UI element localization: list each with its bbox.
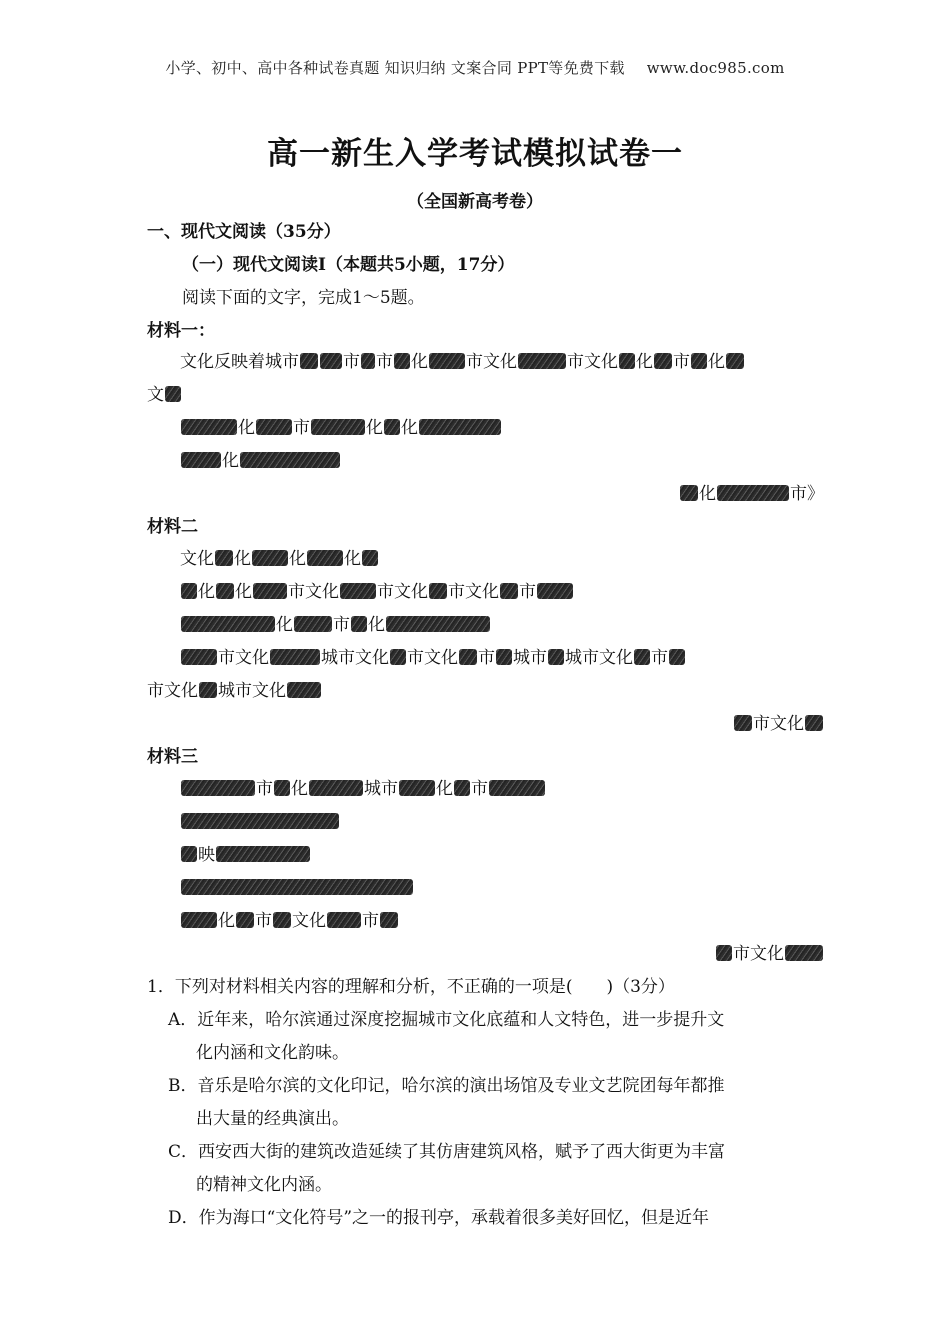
redaction-blot xyxy=(518,353,566,369)
option-d-label: D． xyxy=(168,1208,199,1228)
redaction-blot xyxy=(300,353,318,369)
redaction-blot xyxy=(256,419,292,435)
option-c-label: C． xyxy=(168,1142,199,1162)
m1-l1-t5: 市文化 xyxy=(567,352,618,372)
m1-l1-t4: 市文化 xyxy=(466,352,517,372)
m3-l1-t4: 市 xyxy=(471,779,488,799)
section-heading: 一、现代文阅读（35分） xyxy=(147,222,341,242)
m2-l1-t0: 文化 xyxy=(180,549,214,569)
redaction-blot xyxy=(270,649,320,665)
redaction-blot xyxy=(236,912,254,928)
redaction-blot xyxy=(362,550,378,566)
redaction-blot xyxy=(274,780,290,796)
m1-l3-t1: 市 xyxy=(293,418,310,438)
redaction-blot xyxy=(181,583,197,599)
redaction-blot xyxy=(181,649,217,665)
m1-l3-t2: 化 xyxy=(366,418,383,438)
m2-l5-t1: 城市文化 xyxy=(218,681,286,701)
redaction-blot xyxy=(716,945,732,961)
option-c-cont: 的精神文化内涵。 xyxy=(196,1175,332,1195)
m2-l4-t6: 市 xyxy=(651,648,668,668)
redaction-blot xyxy=(537,583,573,599)
redaction-blot xyxy=(500,583,518,599)
material3-line1 xyxy=(180,777,546,801)
m1-l4-t0: 化 xyxy=(222,451,239,471)
m2-l4-t0: 市文化 xyxy=(218,648,269,668)
m3-l5-t2: 文化 xyxy=(292,911,326,931)
m3-l5-t0: 化 xyxy=(218,911,235,931)
material3-line3 xyxy=(180,843,311,867)
material3-line5 xyxy=(180,909,399,933)
material2-line1 xyxy=(180,547,379,571)
redaction-blot xyxy=(361,353,375,369)
m2-l4-t4: 城市 xyxy=(513,648,547,668)
material1-line2 xyxy=(147,383,182,407)
redaction-blot xyxy=(691,353,707,369)
m2-l5-t0: 市文化 xyxy=(147,681,198,701)
m2-l1-t3: 化 xyxy=(344,549,361,569)
option-a-label: A． xyxy=(168,1010,198,1030)
m2-l3-t2: 化 xyxy=(368,615,385,635)
option-a xyxy=(168,1008,724,1032)
redaction-blot xyxy=(429,583,447,599)
redaction-blot xyxy=(680,485,698,501)
material2-label: 材料二 xyxy=(147,517,198,537)
redaction-blot xyxy=(634,649,650,665)
banner-url[interactable]: www.doc985.com xyxy=(646,59,785,77)
m3-l3-t0: 映 xyxy=(198,845,215,865)
redaction-blot xyxy=(496,649,512,665)
redaction-blot xyxy=(386,616,490,632)
redaction-blot xyxy=(327,912,361,928)
redaction-blot xyxy=(399,780,435,796)
m2-l2-t3: 市文化 xyxy=(377,582,428,602)
redaction-blot xyxy=(805,715,823,731)
redaction-blot xyxy=(384,419,400,435)
option-b-cont: 出大量的经典演出。 xyxy=(196,1109,349,1129)
m2-l2-t4: 市文化 xyxy=(448,582,499,602)
redaction-blot xyxy=(619,353,635,369)
redaction-blot xyxy=(181,419,237,435)
redaction-blot xyxy=(717,485,789,501)
material3-line4 xyxy=(180,876,414,900)
option-a-cont: 化内涵和文化韵味。 xyxy=(196,1043,349,1063)
redaction-blot xyxy=(726,353,744,369)
redaction-blot xyxy=(320,353,342,369)
material2-line2 xyxy=(180,580,574,604)
redaction-blot xyxy=(165,386,181,402)
m3-l1-t0: 市 xyxy=(256,779,273,799)
material1-label: 材料一： xyxy=(147,321,215,341)
material3-line2 xyxy=(180,810,340,834)
material1-line4 xyxy=(180,449,341,473)
option-a-line1: 近年来，哈尔滨通过深度挖掘城市文化底蕴和人文特色，进一步提升文 xyxy=(197,1010,725,1030)
material2-line4 xyxy=(180,646,686,670)
m1-l1-t8: 化 xyxy=(708,352,725,372)
option-c xyxy=(168,1140,725,1164)
m3-l1-t2: 城市 xyxy=(364,779,398,799)
m2-l4-t2: 市文化 xyxy=(407,648,458,668)
m1-l1-t3: 化 xyxy=(411,352,428,372)
redaction-blot xyxy=(181,616,275,632)
m1-l1-t6: 化 xyxy=(636,352,653,372)
redaction-blot xyxy=(181,813,339,829)
m1-l3-t0: 化 xyxy=(238,418,255,438)
m3-src-t0: 市文化 xyxy=(733,944,784,964)
page-title: 高一新生入学考试模拟试卷一 xyxy=(267,136,683,172)
m1-l2-t0: 文 xyxy=(147,385,164,405)
option-b-line1: 音乐是哈尔滨的文化印记，哈尔滨的演出场馆及专业文艺院团每年都推 xyxy=(197,1076,725,1096)
redaction-blot xyxy=(253,583,287,599)
m2-l4-t1: 城市文化 xyxy=(321,648,389,668)
redaction-blot xyxy=(429,353,465,369)
sub-section-heading: （一）现代文阅读Ⅰ（本题共5小题，17分） xyxy=(182,255,515,275)
redaction-blot xyxy=(454,780,470,796)
m2-l1-t2: 化 xyxy=(289,549,306,569)
option-d-line1: 作为海口“文化符号”之一的报刊亭，承载着很多美好回忆，但是近年 xyxy=(198,1208,710,1228)
m1-l3-t3: 化 xyxy=(401,418,418,438)
m3-l5-t1: 市 xyxy=(255,911,272,931)
m2-l3-t1: 市 xyxy=(333,615,350,635)
m1-src-t1: 市》 xyxy=(790,484,824,504)
m1-l1-t0: 文化反映着城市 xyxy=(180,352,299,372)
m1-l1-t7: 市 xyxy=(673,352,690,372)
redaction-blot xyxy=(489,780,545,796)
question1-stem: 1．下列对材料相关内容的理解和分析，不正确的一项是( )（3分） xyxy=(147,977,675,997)
redaction-blot xyxy=(548,649,564,665)
option-d xyxy=(168,1206,709,1230)
redaction-blot xyxy=(351,616,367,632)
redaction-blot xyxy=(785,945,823,961)
m2-l1-t1: 化 xyxy=(234,549,251,569)
material2-source xyxy=(733,712,824,736)
m2-l4-t3: 市 xyxy=(478,648,495,668)
redaction-blot xyxy=(181,780,255,796)
material2-line5 xyxy=(147,679,322,703)
redaction-blot xyxy=(199,682,217,698)
material3-source xyxy=(715,942,824,966)
option-b-label: B． xyxy=(168,1076,198,1096)
redaction-blot xyxy=(309,780,363,796)
material1-source xyxy=(679,482,824,506)
m2-l2-t1: 化 xyxy=(235,582,252,602)
redaction-blot xyxy=(181,846,197,862)
m2-l2-t5: 市 xyxy=(519,582,536,602)
redaction-blot xyxy=(654,353,672,369)
redaction-blot xyxy=(307,550,343,566)
m2-l4-t5: 城市文化 xyxy=(565,648,633,668)
m2-src-t0: 市文化 xyxy=(753,714,804,734)
redaction-blot xyxy=(311,419,365,435)
reading-instruction: 阅读下面的文字，完成1～5题。 xyxy=(182,288,425,308)
option-c-line1: 西安西大街的建筑改造延续了其仿唐建筑风格，赋予了西大街更为丰富 xyxy=(198,1142,726,1162)
redaction-blot xyxy=(459,649,477,665)
m2-l3-t0: 化 xyxy=(276,615,293,635)
header-banner xyxy=(0,57,950,78)
material3-label: 材料三 xyxy=(147,747,198,767)
redaction-blot xyxy=(240,452,340,468)
redaction-blot xyxy=(380,912,398,928)
m3-l5-t3: 市 xyxy=(362,911,379,931)
redaction-blot xyxy=(216,846,310,862)
redaction-blot xyxy=(419,419,501,435)
redaction-blot xyxy=(181,452,221,468)
redaction-blot xyxy=(390,649,406,665)
material2-line3 xyxy=(180,613,491,637)
redaction-blot xyxy=(252,550,288,566)
m3-l1-t1: 化 xyxy=(291,779,308,799)
material1-line1 xyxy=(180,350,745,374)
m2-l2-t2: 市文化 xyxy=(288,582,339,602)
redaction-blot xyxy=(394,353,410,369)
m1-l1-t1: 市 xyxy=(343,352,360,372)
m2-l2-t0: 化 xyxy=(198,582,215,602)
redaction-blot xyxy=(181,912,217,928)
redaction-blot xyxy=(181,879,413,895)
page-subtitle: （全国新高考卷） xyxy=(407,192,543,212)
redaction-blot xyxy=(294,616,332,632)
option-b xyxy=(168,1074,725,1098)
redaction-blot xyxy=(734,715,752,731)
redaction-blot xyxy=(215,550,233,566)
redaction-blot xyxy=(669,649,685,665)
m1-src-t0: 化 xyxy=(699,484,716,504)
redaction-blot xyxy=(340,583,376,599)
banner-text: 小学、初中、高中各种试卷真题 知识归纳 文案合同 PPT等免费下载 xyxy=(165,59,625,77)
material1-line3 xyxy=(180,416,502,440)
m3-l1-t3: 化 xyxy=(436,779,453,799)
m1-l1-t2: 市 xyxy=(376,352,393,372)
redaction-blot xyxy=(287,682,321,698)
redaction-blot xyxy=(216,583,234,599)
redaction-blot xyxy=(273,912,291,928)
